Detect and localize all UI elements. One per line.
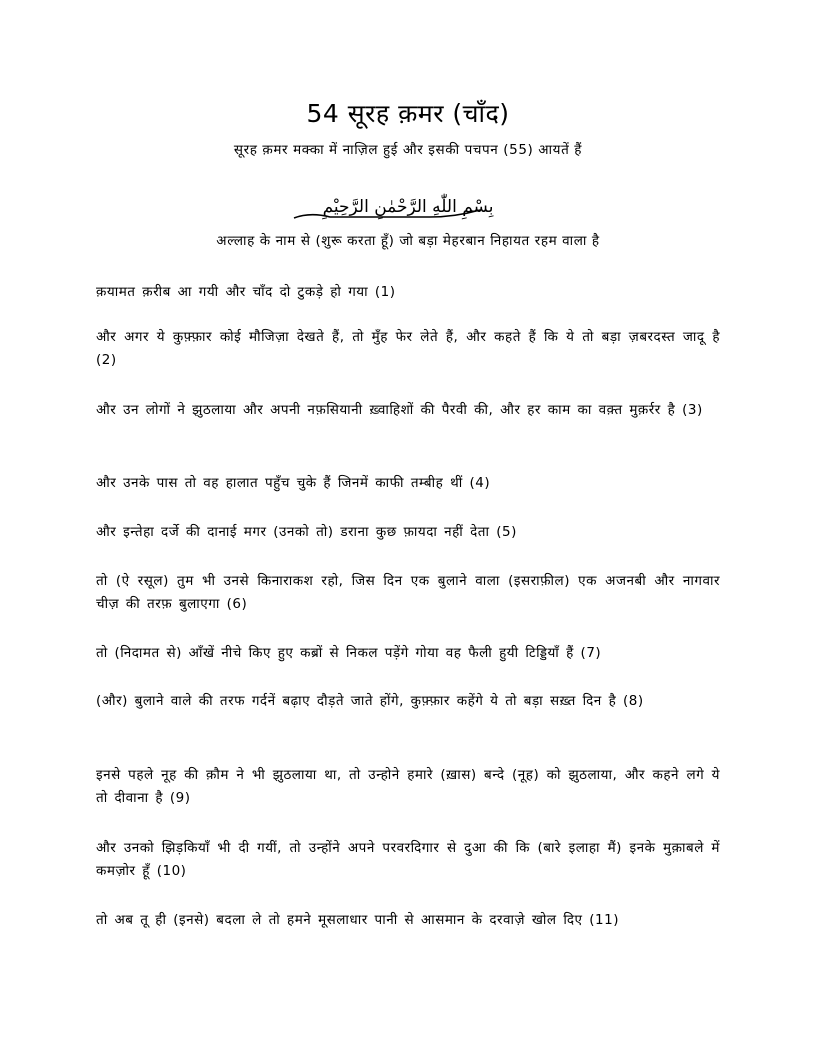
surah-subtitle: सूरह क़मर मक्का में नाज़िल हुई और इसकी पचपन (55) आयतें हैं	[233, 142, 583, 158]
verse-1: क़यामत क़रीब आ गयी और चाँद दो टुकड़े हो गया (1)	[96, 284, 396, 300]
verse-7: तो (निदामत से) आँखें नीचे किए हुए कब्रों से निकल पड़ेंगे गोया वह फैली हुयी टिड्डियाँ हैं (7)	[96, 645, 602, 661]
bismillah-calligraphy	[280, 190, 536, 230]
bismillah-translation: अल्लाह के नाम से (शुरू करता हूँ) जो बड़ा मेहरबान निहायत रहम वाला है	[216, 233, 600, 249]
verse-3: और उन लोगों ने झुठलाया और अपनी नफ़सियानी ख़्वाहिशों की पैरवी की, और हर काम का वक़्त मुक़र्रर है (3)	[96, 402, 703, 418]
verse-5: और इन्तेहा दर्जे की दानाई मगर (उनको तो) डराना कुछ फ़ायदा नहीं देता (5)	[96, 524, 517, 540]
verse-6: तो (ऐ रसूल) तुम भी उनसे किनाराकश रहो, जिस दिन एक बुलाने वाला (इसराफ़ील) एक अजनबी और नागवार चीज़ की तरफ़ बुलाएगा (6)	[96, 573, 720, 612]
svg-text:بِسْمِ اللّٰهِ الرَّحْمٰنِ الر: بِسْمِ اللّٰهِ الرَّحْمٰنِ الرَّحِيْمِ	[322, 197, 494, 217]
verse-9: इनसे पहले नूह की क़ौम ने भी झुठलाया था, तो उन्होने हमारे (ख़ास) बन्दे (नूह) को झुठलाया, और कहने लगे ये तो दीवाना है (9)	[96, 767, 720, 806]
verse-2: और अगर ये कुफ़्फ़ार कोई मौजिज़ा देखते हैं, तो मुँह फेर लेते हैं, और कहते हैं कि ये तो बड़ा ज़बरदस्त जादू है (2)	[96, 329, 720, 368]
verse-4: और उनके पास तो वह हालात पहुँच चुके हैं जिनमें काफी तम्बीह थीं (4)	[96, 475, 491, 491]
verse-10: और उनको झिड़कियाँ भी दी गयीं, तो उन्होंने अपने परवरदिगार से दुआ की कि (बारे इलाहा मैं) इनके मुक़ाबले में कमज़ोर हूँ (10)	[96, 840, 720, 879]
verse-11: तो अब तू ही (इनसे) बदला ले तो हमने मूसलाधार पानी से आसमान के दरवाज़े खोल दिए (11)	[96, 912, 619, 928]
surah-title: 54 सूरह क़मर (चाँद)	[306, 99, 510, 128]
verse-8: (और) बुलाने वाले की तरफ गर्दनें बढ़ाए दौड़ते जाते होंगे, कुफ़्फ़ार कहेंगे ये तो बड़ा सख़्त दिन है (8)	[96, 693, 644, 709]
